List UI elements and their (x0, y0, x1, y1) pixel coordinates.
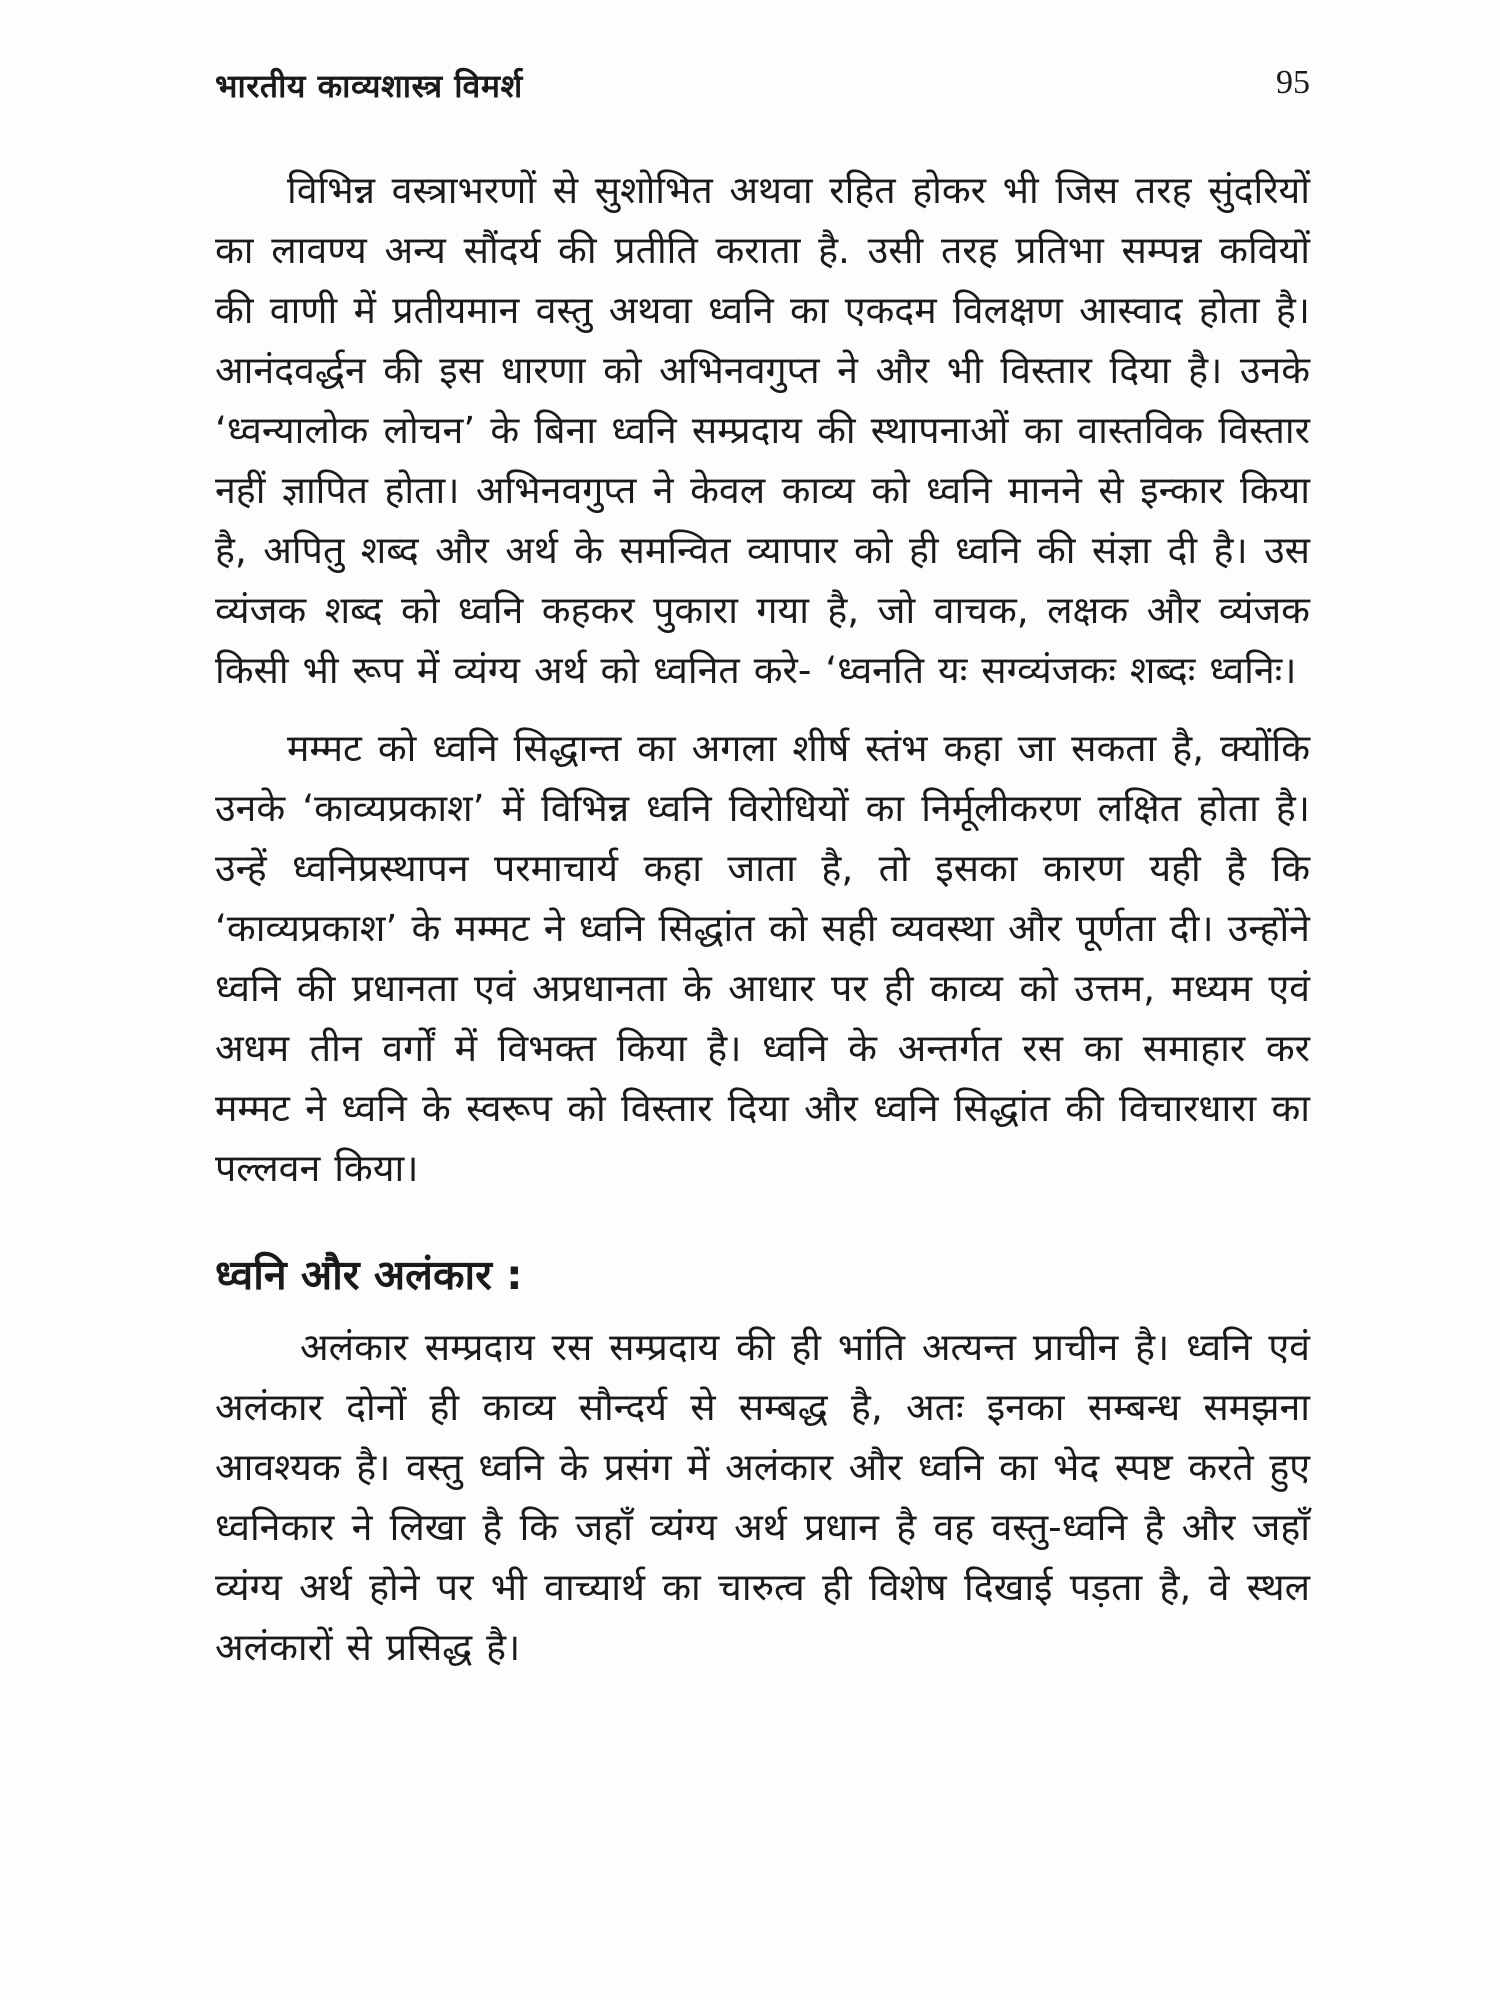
paragraph-3: अलंकार सम्प्रदाय रस सम्प्रदाय की ही भांति अत्यन्त प्राचीन है। ध्वनि एवं अलंकार दोनों ही काव्य सौन्दर्य से सम्बद्ध है, अतः इनका सम्बन्ध समझना आवश्यक है। वस्तु ध्वनि के प्रसंग में अलंकार और ध्वनि का भेद स्पष्ट करते हुए ध्वनिकार ने लिखा है कि जहाँ व्यंग्य अर्थ प्रधान है वह वस्तु-ध्वनि है और जहाँ व्यंग्य अर्थ होने पर भी वाच्यार्थ का चारुत्व ही विशेष दिखाई पड़ता है, वे स्थल अलंकारों से प्रसिद्ध है। (215, 1325, 1310, 1669)
section-heading: ध्वनि और अलंकार : (215, 1251, 523, 1299)
running-header (215, 64, 1310, 114)
paragraph-2: मम्मट को ध्वनि सिद्धान्त का अगला शीर्ष स्तंभ कहा जा सकता है, क्योंकि उनके ‘काव्यप्रकाश’ में विभिन्न ध्वनि विरोधियों का निर्मूलीकरण लक्षित होता है। उन्हें ध्वनिप्रस्थापन परमाचार्य कहा जाता है, तो इसका कारण यही है कि ‘काव्यप्रकाश’ के मम्मट ने ध्वनि सिद्धांत को सही व्यवस्था और पूर्णता दी। उन्होंने ध्वनि की प्रधानता एवं अप्रधानता के आधार पर ही काव्य को उत्तम, मध्यम एवं अधम तीन वर्गों में विभक्त किया है। ध्वनि के अन्तर्गत रस का समाहार कर मम्मट ने ध्वनि के स्वरूप को विस्तार दिया और ध्वनि सिद्धांत की विचारधारा का पल्लवन किया। (215, 726, 1310, 1190)
paragraph-1: विभिन्न वस्त्राभरणों से सुशोभित अथवा रहित होकर भी जिस तरह सुंदरियों का लावण्य अन्य सौंदर्य की प्रतीति कराता है. उसी तरह प्रतिभा सम्पन्न कवियों की वाणी में प्रतीयमान वस्तु अथवा ध्वनि का एकदम विलक्षण आस्वाद होता है। आनंदवर्द्धन की इस धारणा को अभिनवगुप्त ने और भी विस्तार दिया है। उनके ‘ध्वन्यालोक लोचन’ के बिना ध्वनि सम्प्रदाय की स्थापनाओं का वास्तविक विस्तार नहीं ज्ञापित होता। अभिनवगुप्त ने केवल काव्य को ध्वनि मानने से इन्कार किया है, अपितु शब्द और अर्थ के समन्वित व्यापार को ही ध्वनि की संज्ञा दी है। उस व्यंजक शब्द को ध्वनि कहकर पुकारा गया है, जो वाचक, लक्षक और व्यंजक किसी भी रूप में व्यंग्य अर्थ को ध्वनित करे- ‘ध्वनति यः सग्व्यंजकः शब्दः ध्वनिः। (215, 168, 1310, 692)
book-title: भारतीय काव्यशास्त्र विमर्श (215, 67, 523, 105)
page-number: 95 (1276, 64, 1310, 101)
body-text (215, 160, 1310, 1695)
